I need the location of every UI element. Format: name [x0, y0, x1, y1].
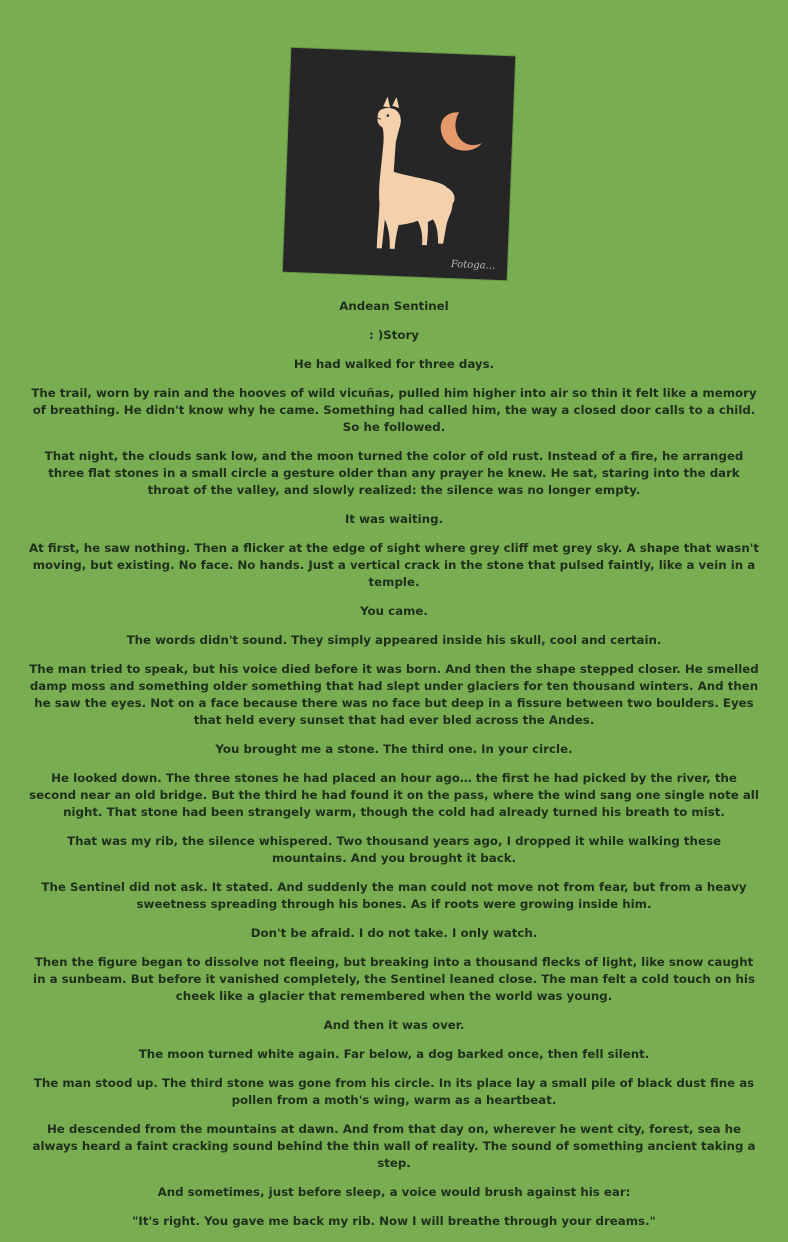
story-paragraph: At first, he saw nothing. Then a flicker at the edge of sight where grey cliff met grey sky. A shape that wasn't moving, but existing. No face. No hands. Just a vertical crack in the stone that pulsed faintly, like a vein in a temple.: [29, 541, 759, 589]
story-paragraph: The words didn't sound. They simply appeared inside his skull, cool and certain.: [126, 633, 662, 647]
artist-signature: Fotoga...: [450, 259, 496, 272]
story-paragraph: You came.: [360, 604, 428, 618]
story-paragraph: He had walked for three days.: [293, 357, 495, 371]
story-paragraph: And then it was over.: [323, 1018, 465, 1032]
story-paragraph: Then the figure began to dissolve not fleeing, but breaking into a thousand flecks of light, like snow caught in a sunbeam. But before it vanished completely, the Sentinel leaned close. The man felt a cold touch on his cheek like a glacier that remembered when the world was young.: [33, 955, 755, 1003]
story-subtitle: : )Story: [369, 328, 419, 342]
llama-illustration: [283, 48, 515, 280]
story-paragraph: The man tried to speak, but his voice died before it was born. And then the shape stepped closer. He smelled damp moss and something older something that had slept under glaciers for ten thousand winters. And then he saw the eyes. Not on a face because there was no face but deep in a fissure between two boulders. Eyes that held every sunset that had ever bled across the Andes.: [29, 662, 759, 727]
story-text: [28, 298, 760, 1242]
story-paragraph: And sometimes, just before sleep, a voice would brush against his ear:: [157, 1185, 631, 1199]
artwork-frame: [279, 46, 515, 282]
story-paragraph: The trail, worn by rain and the hooves of wild vicuñas, pulled him higher into air so thin it felt like a memory of breathing. He didn't know why he came. Something had called him, the way a closed door calls to a child. So he followed.: [31, 386, 757, 434]
story-final-line: "It's right. You gave me back my rib. Now I will breathe through your dreams.": [132, 1214, 656, 1228]
story-paragraph: He looked down. The three stones he had placed an hour ago… the first he had picked by the river, the second near an old bridge. But the third he had found it on the pass, where the wind sang one single note all night. That stone had been strangely warm, though the cold had already turned his breath to mist.: [29, 771, 759, 819]
story-paragraph: The Sentinel did not ask. It stated. And suddenly the man could not move not from fear, but from a heavy sweetness spreading through his bones. As if roots were growing inside him.: [41, 880, 747, 911]
story-paragraph: It was waiting.: [344, 512, 444, 526]
story-paragraph: The moon turned white again. Far below, a dog barked once, then fell silent.: [138, 1047, 650, 1061]
story-paragraph: He descended from the mountains at dawn. And from that day on, wherever he went city, forest, sea he always heard a faint cracking sound behind the thin wall of reality. The sound of something ancient taking a step.: [32, 1122, 756, 1170]
story-paragraph: Don't be afraid. I do not take. I only watch.: [250, 926, 538, 940]
llama-artwork: [283, 48, 515, 280]
story-title: Andean Sentinel: [339, 299, 449, 313]
crescent-moon-icon: [440, 112, 483, 152]
story-paragraph: The man stood up. The third stone was gone from his circle. In its place lay a small pile of black dust fine as pollen from a moth's wing, warm as a heartbeat.: [33, 1076, 755, 1107]
story-paragraph: That night, the clouds sank low, and the moon turned the color of old rust. Instead of a fire, he arranged three flat stones in a small circle a gesture older than any prayer he knew. He sat, staring into the dark throat of the valley, and slowly realized: the silence was no longer empty.: [44, 449, 744, 497]
story-paragraph: That was my rib, the silence whispered. Two thousand years ago, I dropped it while walking these mountains. And you brought it back.: [67, 834, 721, 865]
story-paragraph: You brought me a stone. The third one. In your circle.: [215, 742, 573, 756]
